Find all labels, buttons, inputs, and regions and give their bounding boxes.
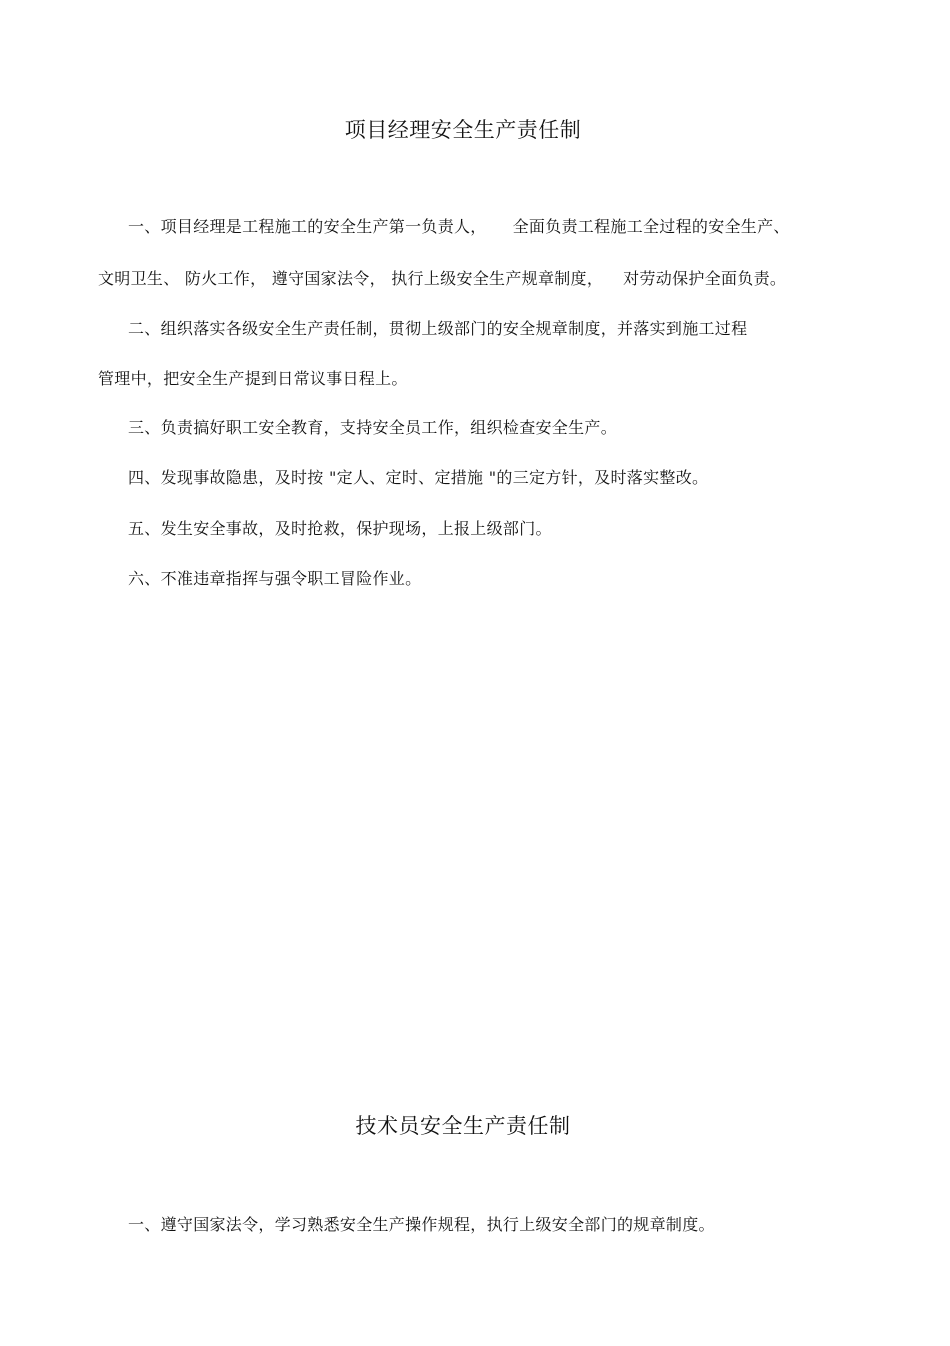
section1-item1-line2-part2: 对劳动保护全面负责。 [623, 269, 787, 288]
section1-title: 项目经理安全生产责任制 [344, 118, 582, 142]
section1-item3: 三、负责搞好职工安全教育，支持安全员工作，组织检查安全生产。 [128, 418, 618, 437]
section1-item1-line2-part1: 文明卫生、 防火工作， 遵守国家法令， 执行上级安全生产规章制度， [98, 269, 604, 288]
section1-item6: 六、不准违章指挥与强令职工冒险作业。 [128, 569, 422, 588]
section1-item1-line1 [128, 214, 790, 237]
section1-item2-line1: 二、组织落实各级安全生产责任制，贯彻上级部门的安全规章制度，并落实到施工过程 [128, 319, 748, 338]
section1-item2-line2: 管理中，把安全生产提到日常议事日程上。 [98, 369, 408, 388]
section1-item5: 五、发生安全事故，及时抢救，保护现场，上报上级部门。 [128, 519, 552, 538]
section2-title: 技术员安全生产责任制 [355, 1114, 571, 1138]
section1-item4: 四、发现事故隐患，及时按 "定人、定时、定措施 "的三定方针，及时落实整改。 [128, 468, 709, 487]
section1-item1-line2 [98, 266, 786, 289]
section2-item1: 一、遵守国家法令，学习熟悉安全生产操作规程，执行上级安全部门的规章制度。 [128, 1215, 715, 1234]
section1-item1-line1-part2: 全面负责工程施工全过程的安全生产、 [512, 217, 790, 236]
section1-item1-line1-part1: 一、项目经理是工程施工的安全生产第一负责人， [128, 217, 487, 236]
